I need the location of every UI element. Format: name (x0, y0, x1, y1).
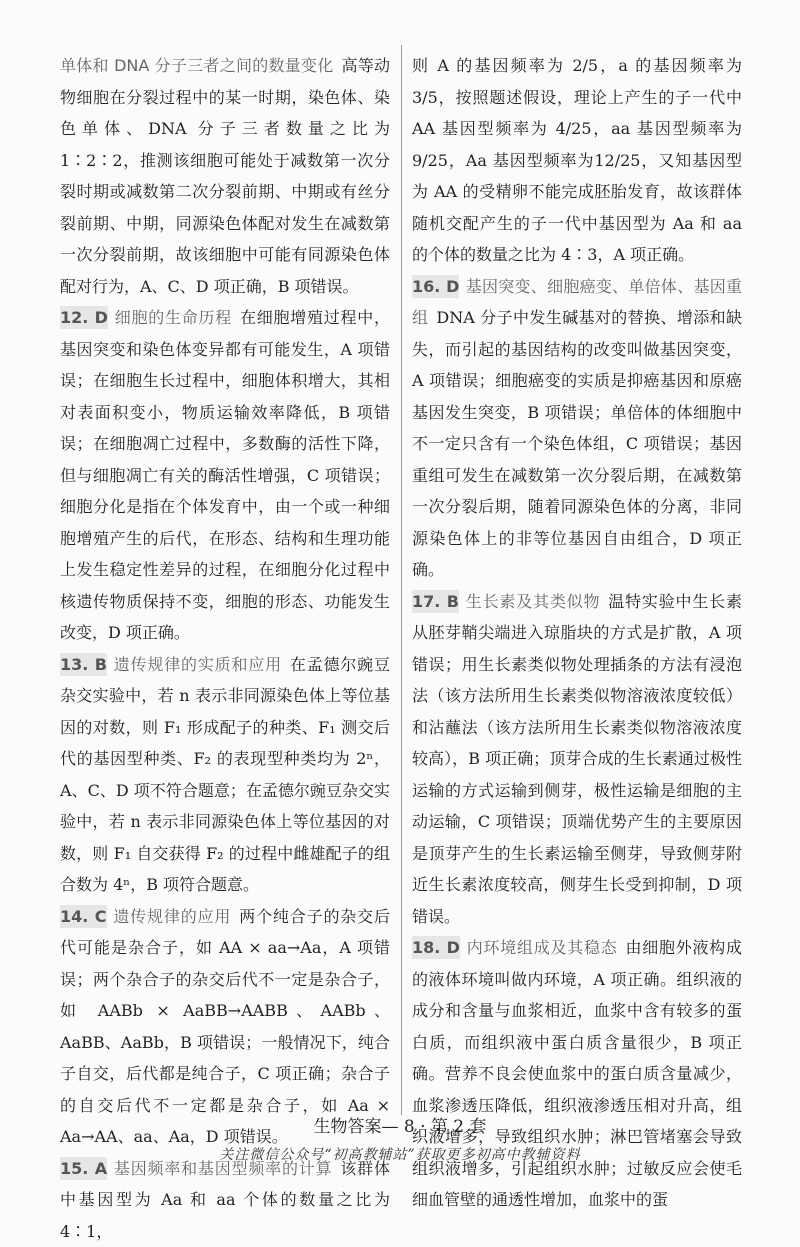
answer-topic: 遗传规律的应用 (113, 907, 232, 926)
left-column (60, 50, 390, 1247)
answer-number: 18. D (412, 936, 460, 959)
answer-item-13 (60, 649, 390, 901)
answer-text: DNA 分子中发生碱基对的替换、增添和缺失，而引起的基因结构的改变叫做基因突变，A 项错误；细胞癌变的实质是抑癌基因和原癌基因发生突变，B 项错误；单倍体的体细胞中不一定只含有一个染色体组，C 项错误；基因重组可发生在减数第一次分裂后期，在减数第一次分裂后期，随着同源染色体的分离，非同源染色体上的非等位基因自由组合，D 项正确。 (412, 308, 742, 579)
answer-text: 两个纯合子的杂交后代可能是杂合子，如 AA × aa→Aa，A 项错误；两个杂合子的杂交后代不一定是杂合子，如 AABb × AaBB→AABB、AABb、AaBB、AaBb，B 项错误；一般情况下，纯合子自交，后代都是纯合子，C 项正确；杂合子的自交后代不一定都是杂合子，如 Aa × Aa→AA、aa、Aa，D 项错误。 (60, 907, 390, 1147)
answer-number: 15. A (60, 1157, 107, 1180)
answer-topic: 生长素及其类似物 (465, 592, 600, 611)
answer-topic: 遗传规律的实质和应用 (113, 655, 282, 674)
answer-number: 12. D (60, 306, 108, 329)
answer-text: 由细胞外液构成的液体环境叫做内环境，A 项正确。组织液的成分和含量与血浆相近，血浆中含有较多的蛋白质，而组织液中蛋白质含量很少，B 项正确。营养不良会使血浆中的蛋白质含量减少，血浆渗透压降低，组织液渗透压相对升高，组织液增多，导致组织水肿；淋巴管堵塞会导致组织液增多，引起组织水肿；过敏反应会使毛细血管壁的通透性增加，血浆中的蛋 (412, 938, 742, 1209)
answer-number: 14. C (60, 905, 107, 928)
continuation-paragraph: 则 A 的基因频率为 2/5，a 的基因频率为3/5，按照题述假设，理论上产生的子一代中 AA 基因型频率为 4/25，aa 基因型频率为 9/25，Aa 基因型频率为12/25，又知基因型为 AA 的受精卵不能完成胚胎发育，故该群体随机交配产生的子一代中基因型为 Aa 和 aa 的个体的数量之比为 4∶3，A 项正确。 (412, 50, 742, 271)
answer-topic: 内环境组成及其稳态 (466, 938, 618, 957)
answer-topic: 细胞的生命历程 (114, 308, 232, 327)
answer-topic: 基因频率和基因型频率的计算 (113, 1159, 332, 1178)
answer-number: 16. D (412, 275, 459, 298)
answer-item-15 (60, 1153, 390, 1247)
answer-item-12 (60, 302, 390, 649)
answer-text: 在细胞增殖过程中，基因突变和染色体变异都有可能发生，A 项错误；在细胞生长过程中，细胞体积增大，其相对表面积变小，物质运输效率降低，B 项错误；在细胞凋亡过程中，多数酶的活性下降，但与细胞凋亡有关的酶活性增强，C 项错误；细胞分化是指在个体发育中，由一个或一种细胞增殖产生的后代，在形态、结构和生理功能上发生稳定性差异的过程，在细胞分化过程中核遗传物质保持不变，细胞的形态、功能发生改变，D 项正确。 (60, 308, 390, 642)
right-column (412, 50, 742, 1216)
answer-text: 该群体中基因型为 Aa 和 aa 个体的数量之比为 4∶1， (60, 1159, 390, 1241)
page-footer: 生物答案— 8 · 第 2 套 (0, 1112, 800, 1137)
intro-paragraph (60, 50, 390, 302)
answer-topic: 基因突变、细胞癌变、单倍体、基因重组 (412, 277, 742, 328)
promo-note: 关注微信公众号“初高教辅站”获取更多初高中教辅资料 (0, 1144, 800, 1164)
answer-text: 温特实验中生长素从胚芽鞘尖端进入琼脂块的方式是扩散，A 项错误；用生长素类似物处理插条的方法有浸泡法（该方法所用生长素类似物溶液浓度较低）和沾蘸法（该方法所用生长素类似物溶液浓度较高），B 项正确；顶芽合成的生长素通过极性运输的方式运输到侧芽，极性运输是细胞的主动运输，C 项错误；顶端优势产生的主要原因是顶芽产生的生长素运输至侧芽，导致侧芽附近生长素浓度较高，侧芽生长受到抑制，D 项错误。 (412, 592, 742, 926)
answer-item-18 (412, 932, 742, 1216)
answer-text: 在孟德尔豌豆杂交实验中，若 n 表示非同源染色体上等位基因的对数，则 F₁ 形成配子的种类、F₁ 测交后代的基因型种类、F₂ 的表现型种类均为 2ⁿ，A、C、D 项不符合题意；在孟德尔豌豆杂交实验中，若 n 表示非同源染色体上等位基因的对数，则 F₁ 自交获得 F₂ 的过程中雌雄配子的组合数为 4ⁿ，B 项符合题意。 (60, 655, 390, 895)
answer-number: 17. B (412, 590, 459, 613)
answer-number: 13. B (60, 653, 107, 676)
column-divider (401, 45, 402, 1115)
intro-topic: 单体和 DNA 分子三者之间的数量变化 (60, 56, 333, 75)
answer-item-17 (412, 586, 742, 933)
intro-text: 高等动物细胞在分裂过程中的某一时期，染色体、染色单体、DNA 分子三者数量之比为 1∶2∶2，推测该细胞可能处于减数第一次分裂时期或减数第二次分裂前期、中期或有丝分裂前期、中期，同源染色体配对发生在减数第一次分裂前期，故该细胞中可能有同源染色体配对行为，A、C、D 项正确，B 项错误。 (60, 56, 390, 296)
answer-item-16 (412, 271, 742, 586)
